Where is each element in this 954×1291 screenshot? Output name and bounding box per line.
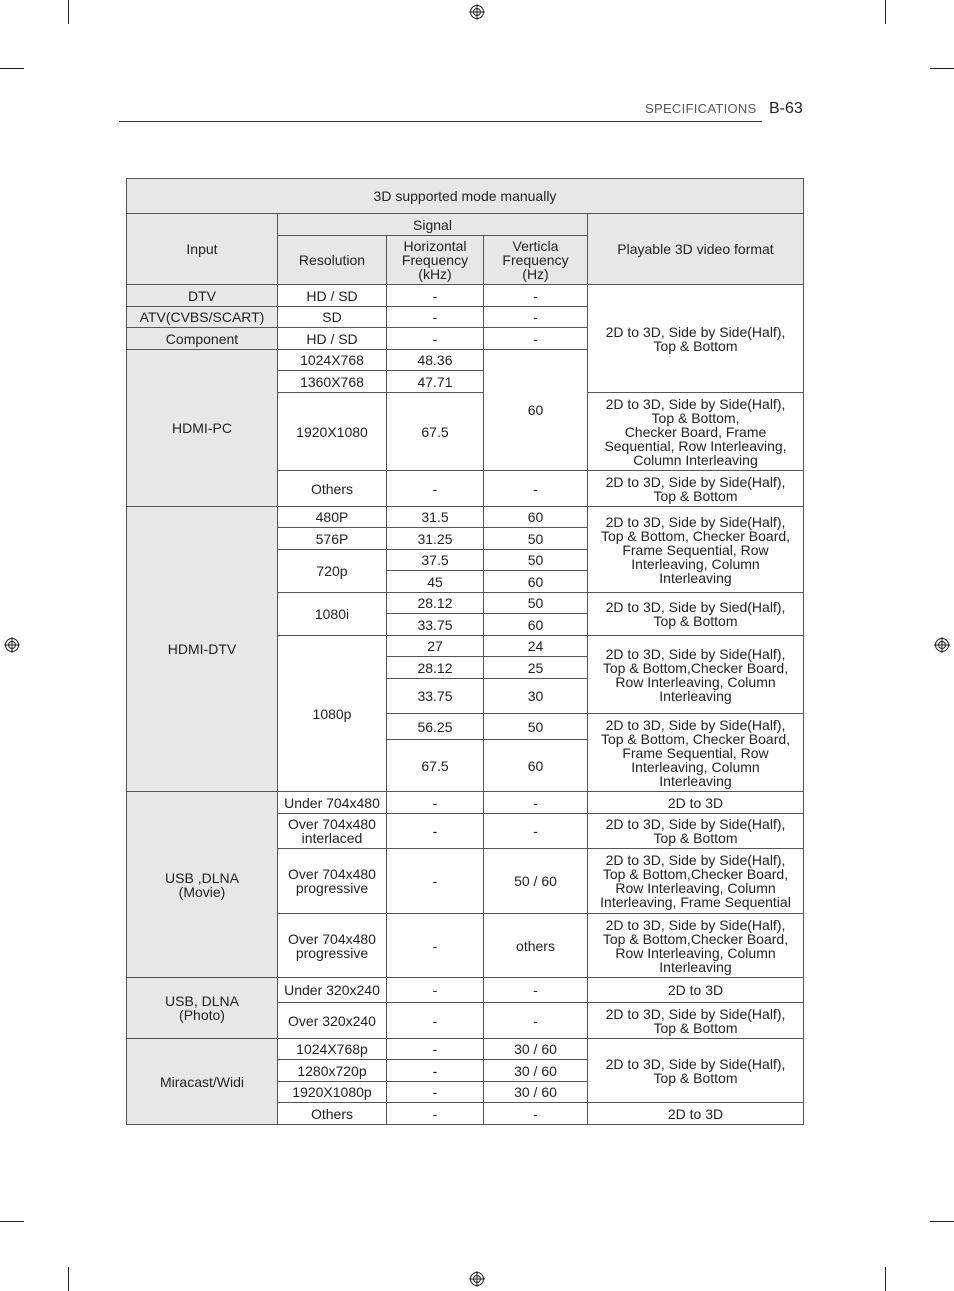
resolution-cell: Under 704x480	[278, 792, 387, 814]
resolution-cell: 1024X768	[278, 350, 387, 371]
vfreq-cell: others	[484, 914, 588, 978]
vfreq-cell: 25	[484, 657, 588, 679]
table-title: 3D supported mode manually	[127, 179, 804, 214]
hfreq-cell: 56.25	[387, 714, 484, 740]
vfreq-cell: 50 / 60	[484, 849, 588, 914]
resolution-cell: 480P	[278, 507, 387, 528]
resolution-cell: 1024X768p	[278, 1039, 387, 1060]
format-cell: 2D to 3D, Side by Side(Half), Top & Bottom, Checker Board, Frame Sequential, Row Interleaving, Column Interleaving	[588, 393, 804, 471]
hfreq-cell: -	[387, 849, 484, 914]
resolution-cell: 1080p	[278, 636, 387, 792]
format-cell: 2D to 3D, Side by Side(Half), Top & Bottom, Checker Board, Frame Sequential, Row Interleaving, Column Interleaving	[588, 507, 804, 593]
vfreq-cell: 50	[484, 528, 588, 550]
3d-mode-table	[126, 178, 804, 1125]
format-cell: 2D to 3D	[588, 1103, 804, 1125]
format-cell: 2D to 3D, Side by Side(Half), Top & Bottom	[588, 1003, 804, 1039]
hfreq-cell: -	[387, 471, 484, 507]
hfreq-cell: -	[387, 1003, 484, 1039]
crop-mark	[930, 1221, 954, 1222]
header-vertical-frequency: Verticla Frequency (Hz)	[484, 236, 588, 285]
input-cell: USB ,DLNA (Movie)	[127, 792, 278, 978]
hfreq-cell: 67.5	[387, 393, 484, 471]
format-cell: 2D to 3D, Side by Side(Half), Top & Bottom,Checker Board, Row Interleaving, Column Interleaving	[588, 636, 804, 714]
format-cell: 2D to 3D	[588, 978, 804, 1003]
input-cell: Component	[127, 328, 278, 350]
crop-mark	[0, 1221, 24, 1222]
format-cell: 2D to 3D	[588, 792, 804, 814]
crop-mark	[68, 1267, 69, 1291]
vfreq-cell: -	[484, 328, 588, 350]
registration-mark-icon	[934, 637, 950, 653]
hfreq-cell: -	[387, 328, 484, 350]
header-input: Input	[127, 214, 278, 285]
hfreq-cell: -	[387, 914, 484, 978]
resolution-cell: 720p	[278, 550, 387, 593]
hfreq-cell: -	[387, 1103, 484, 1125]
vfreq-cell: 50	[484, 593, 588, 614]
hfreq-cell: 48.36	[387, 350, 484, 371]
resolution-cell: 1080i	[278, 593, 387, 636]
vfreq-cell: -	[484, 1003, 588, 1039]
resolution-cell: Others	[278, 471, 387, 507]
format-cell: 2D to 3D, Side by Side(Half), Top & Bottom, Checker Board, Frame Sequential, Row Interleaving, Column Interleaving	[588, 714, 804, 792]
input-cell: USB, DLNA (Photo)	[127, 978, 278, 1039]
crop-mark	[0, 68, 24, 69]
format-cell: 2D to 3D, Side by Side(Half), Top & Bottom	[588, 471, 804, 507]
hfreq-cell: -	[387, 1060, 484, 1082]
format-cell: 2D to 3D, Side by Side(Half), Top & Bottom,Checker Board, Row Interleaving, Column Interleaving	[588, 914, 804, 978]
registration-mark-icon	[4, 637, 20, 653]
resolution-cell: Others	[278, 1103, 387, 1125]
format-cell: 2D to 3D, Side by Side(Half), Top & Bottom	[588, 814, 804, 849]
resolution-cell: 1360X768	[278, 371, 387, 393]
vfreq-cell: 60	[484, 350, 588, 471]
header-horizontal-frequency: Horizontal Frequency (kHz)	[387, 236, 484, 285]
hfreq-cell: 28.12	[387, 593, 484, 614]
input-cell: Miracast/Widi	[127, 1039, 278, 1125]
resolution-cell: Over 704x480 interlaced	[278, 814, 387, 849]
vfreq-cell: -	[484, 1103, 588, 1125]
input-cell: DTV	[127, 285, 278, 307]
resolution-cell: Over 704x480 progressive	[278, 914, 387, 978]
resolution-cell: Over 704x480 progressive	[278, 849, 387, 914]
hfreq-cell: -	[387, 1039, 484, 1060]
hfreq-cell: -	[387, 1082, 484, 1103]
format-cell: 2D to 3D, Side by Side(Half), Top & Bottom,Checker Board, Row Interleaving, Column Interleaving, Frame Sequential	[588, 849, 804, 914]
hfreq-cell: -	[387, 978, 484, 1003]
hfreq-cell: -	[387, 307, 484, 328]
hfreq-cell: 33.75	[387, 614, 484, 636]
resolution-cell: 1920X1080	[278, 393, 387, 471]
resolution-cell: Over 320x240	[278, 1003, 387, 1039]
resolution-cell: SD	[278, 307, 387, 328]
vfreq-cell: 30 / 60	[484, 1082, 588, 1103]
resolution-cell: 1280x720p	[278, 1060, 387, 1082]
hfreq-cell: -	[387, 814, 484, 849]
hfreq-cell: 27	[387, 636, 484, 657]
crop-mark	[68, 0, 69, 24]
header-signal: Signal	[278, 214, 588, 236]
hfreq-cell: 45	[387, 571, 484, 593]
format-cell: 2D to 3D, Side by Side(Half), Top & Bottom	[588, 1039, 804, 1103]
hfreq-cell: 31.5	[387, 507, 484, 528]
vfreq-cell: -	[484, 814, 588, 849]
header-format: Playable 3D video format	[588, 214, 804, 285]
registration-mark-icon	[469, 4, 485, 20]
input-cell: HDMI-DTV	[127, 507, 278, 792]
resolution-cell: 576P	[278, 528, 387, 550]
vfreq-cell: -	[484, 307, 588, 328]
section-title: SPECIFICATIONS	[645, 101, 757, 116]
vfreq-cell: 50	[484, 550, 588, 571]
crop-mark	[885, 0, 886, 24]
page-number: B-63	[769, 100, 803, 117]
resolution-cell: HD / SD	[278, 285, 387, 307]
hfreq-cell: -	[387, 285, 484, 307]
format-cell: 2D to 3D, Side by Sied(Half), Top & Bottom	[588, 593, 804, 636]
resolution-cell: Under 320x240	[278, 978, 387, 1003]
resolution-cell: 1920X1080p	[278, 1082, 387, 1103]
vfreq-cell: -	[484, 471, 588, 507]
hfreq-cell: -	[387, 792, 484, 814]
input-cell: HDMI-PC	[127, 350, 278, 507]
vfreq-cell: 60	[484, 507, 588, 528]
hfreq-cell: 47.71	[387, 371, 484, 393]
vfreq-cell: -	[484, 285, 588, 307]
crop-mark	[930, 68, 954, 69]
vfreq-cell: 30 / 60	[484, 1060, 588, 1082]
vfreq-cell: 60	[484, 614, 588, 636]
vfreq-cell: -	[484, 978, 588, 1003]
hfreq-cell: 31.25	[387, 528, 484, 550]
vfreq-cell: 30	[484, 679, 588, 714]
registration-mark-icon	[469, 1271, 485, 1287]
format-cell: 2D to 3D, Side by Side(Half), Top & Bottom	[588, 285, 804, 393]
vfreq-cell: 30 / 60	[484, 1039, 588, 1060]
vfreq-cell: 50	[484, 714, 588, 740]
resolution-cell: HD / SD	[278, 328, 387, 350]
vfreq-cell: 60	[484, 571, 588, 593]
vfreq-cell: 24	[484, 636, 588, 657]
vfreq-cell: 60	[484, 740, 588, 792]
hfreq-cell: 33.75	[387, 679, 484, 714]
hfreq-cell: 28.12	[387, 657, 484, 679]
input-cell: ATV(CVBS/SCART)	[127, 307, 278, 328]
header-resolution: Resolution	[278, 236, 387, 285]
vfreq-cell: -	[484, 792, 588, 814]
header-divider	[119, 121, 762, 122]
hfreq-cell: 37.5	[387, 550, 484, 571]
crop-mark	[885, 1267, 886, 1291]
hfreq-cell: 67.5	[387, 740, 484, 792]
